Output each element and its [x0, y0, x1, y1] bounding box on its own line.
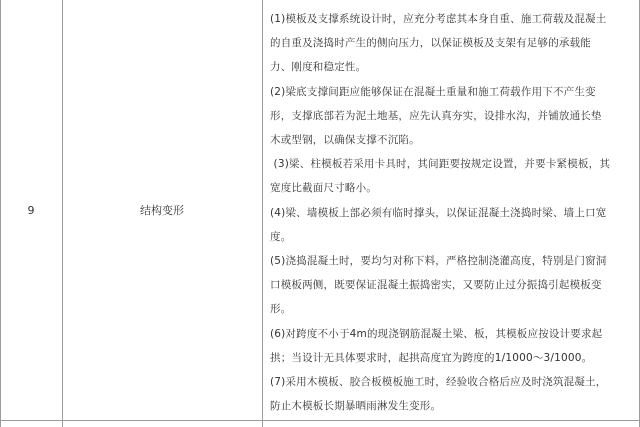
measure-line: 度。	[270, 230, 292, 243]
row-number: 9	[27, 203, 35, 217]
measure-line: 形。	[270, 303, 292, 316]
measure-line: 拱；当设计无具体要求时，起拱高度宜为跨度的1/1000～3/1000。	[270, 351, 593, 364]
measure-line: (6)对跨度不小于4m的现浇钢筋混凝土梁、板，其模板应按设计要求起	[270, 327, 603, 340]
measure-line: (4)梁、墙模板上部必须有临时撑头，以保证混凝土浇捣时梁、墙上口宽	[270, 206, 607, 219]
measure-line: (1)模板及支撑系统设计时，应充分考虑其本身自重、施工荷载及混凝土	[270, 13, 607, 25]
measures-cell	[270, 7, 634, 418]
measure-line: 形，支撑底部若为泥土地基，应先认真夯实，设排水沟，并铺放通长垫	[270, 109, 602, 122]
issue-name-cell	[63, 0, 261, 420]
measure-line: (5)浇捣混凝土时，要均匀对称下料，严格控制浇灌高度，特别是门窗洞	[270, 255, 607, 268]
issue-name: 结构变形	[140, 204, 184, 217]
row-divider-bottom	[0, 420, 640, 421]
measure-line: 木或型钢，以确保支撑不沉陷。	[270, 134, 420, 147]
measure-line: 力、刚度和稳定性。	[270, 61, 367, 74]
measure-line: 的自重及浇捣时产生的侧向压力，以保证模板及支架有足够的承载能	[270, 37, 591, 50]
row-number-cell	[0, 0, 62, 420]
measure-line: 宽度比截面尺寸略小。	[270, 182, 377, 195]
measure-line: (7)采用木模板、胶合板模板施工时，经验收合格后应及时浇筑混凝土，	[270, 376, 607, 389]
measure-line: 口模板两侧，既要保证混凝土振捣密实，又要防止过分振捣引起模板变	[270, 279, 602, 292]
column-divider-2	[262, 0, 263, 427]
measure-line: (3)梁、柱模板若采用卡具时，其间距要按规定设置，并要卡紧模板，其	[270, 158, 611, 171]
measure-line: (2)梁底支撑间距应能够保证在混凝土重量和施工荷载作用下不产生变	[270, 85, 596, 98]
measure-line: 防止木模板长期暴晒雨淋发生变形。	[270, 400, 442, 413]
